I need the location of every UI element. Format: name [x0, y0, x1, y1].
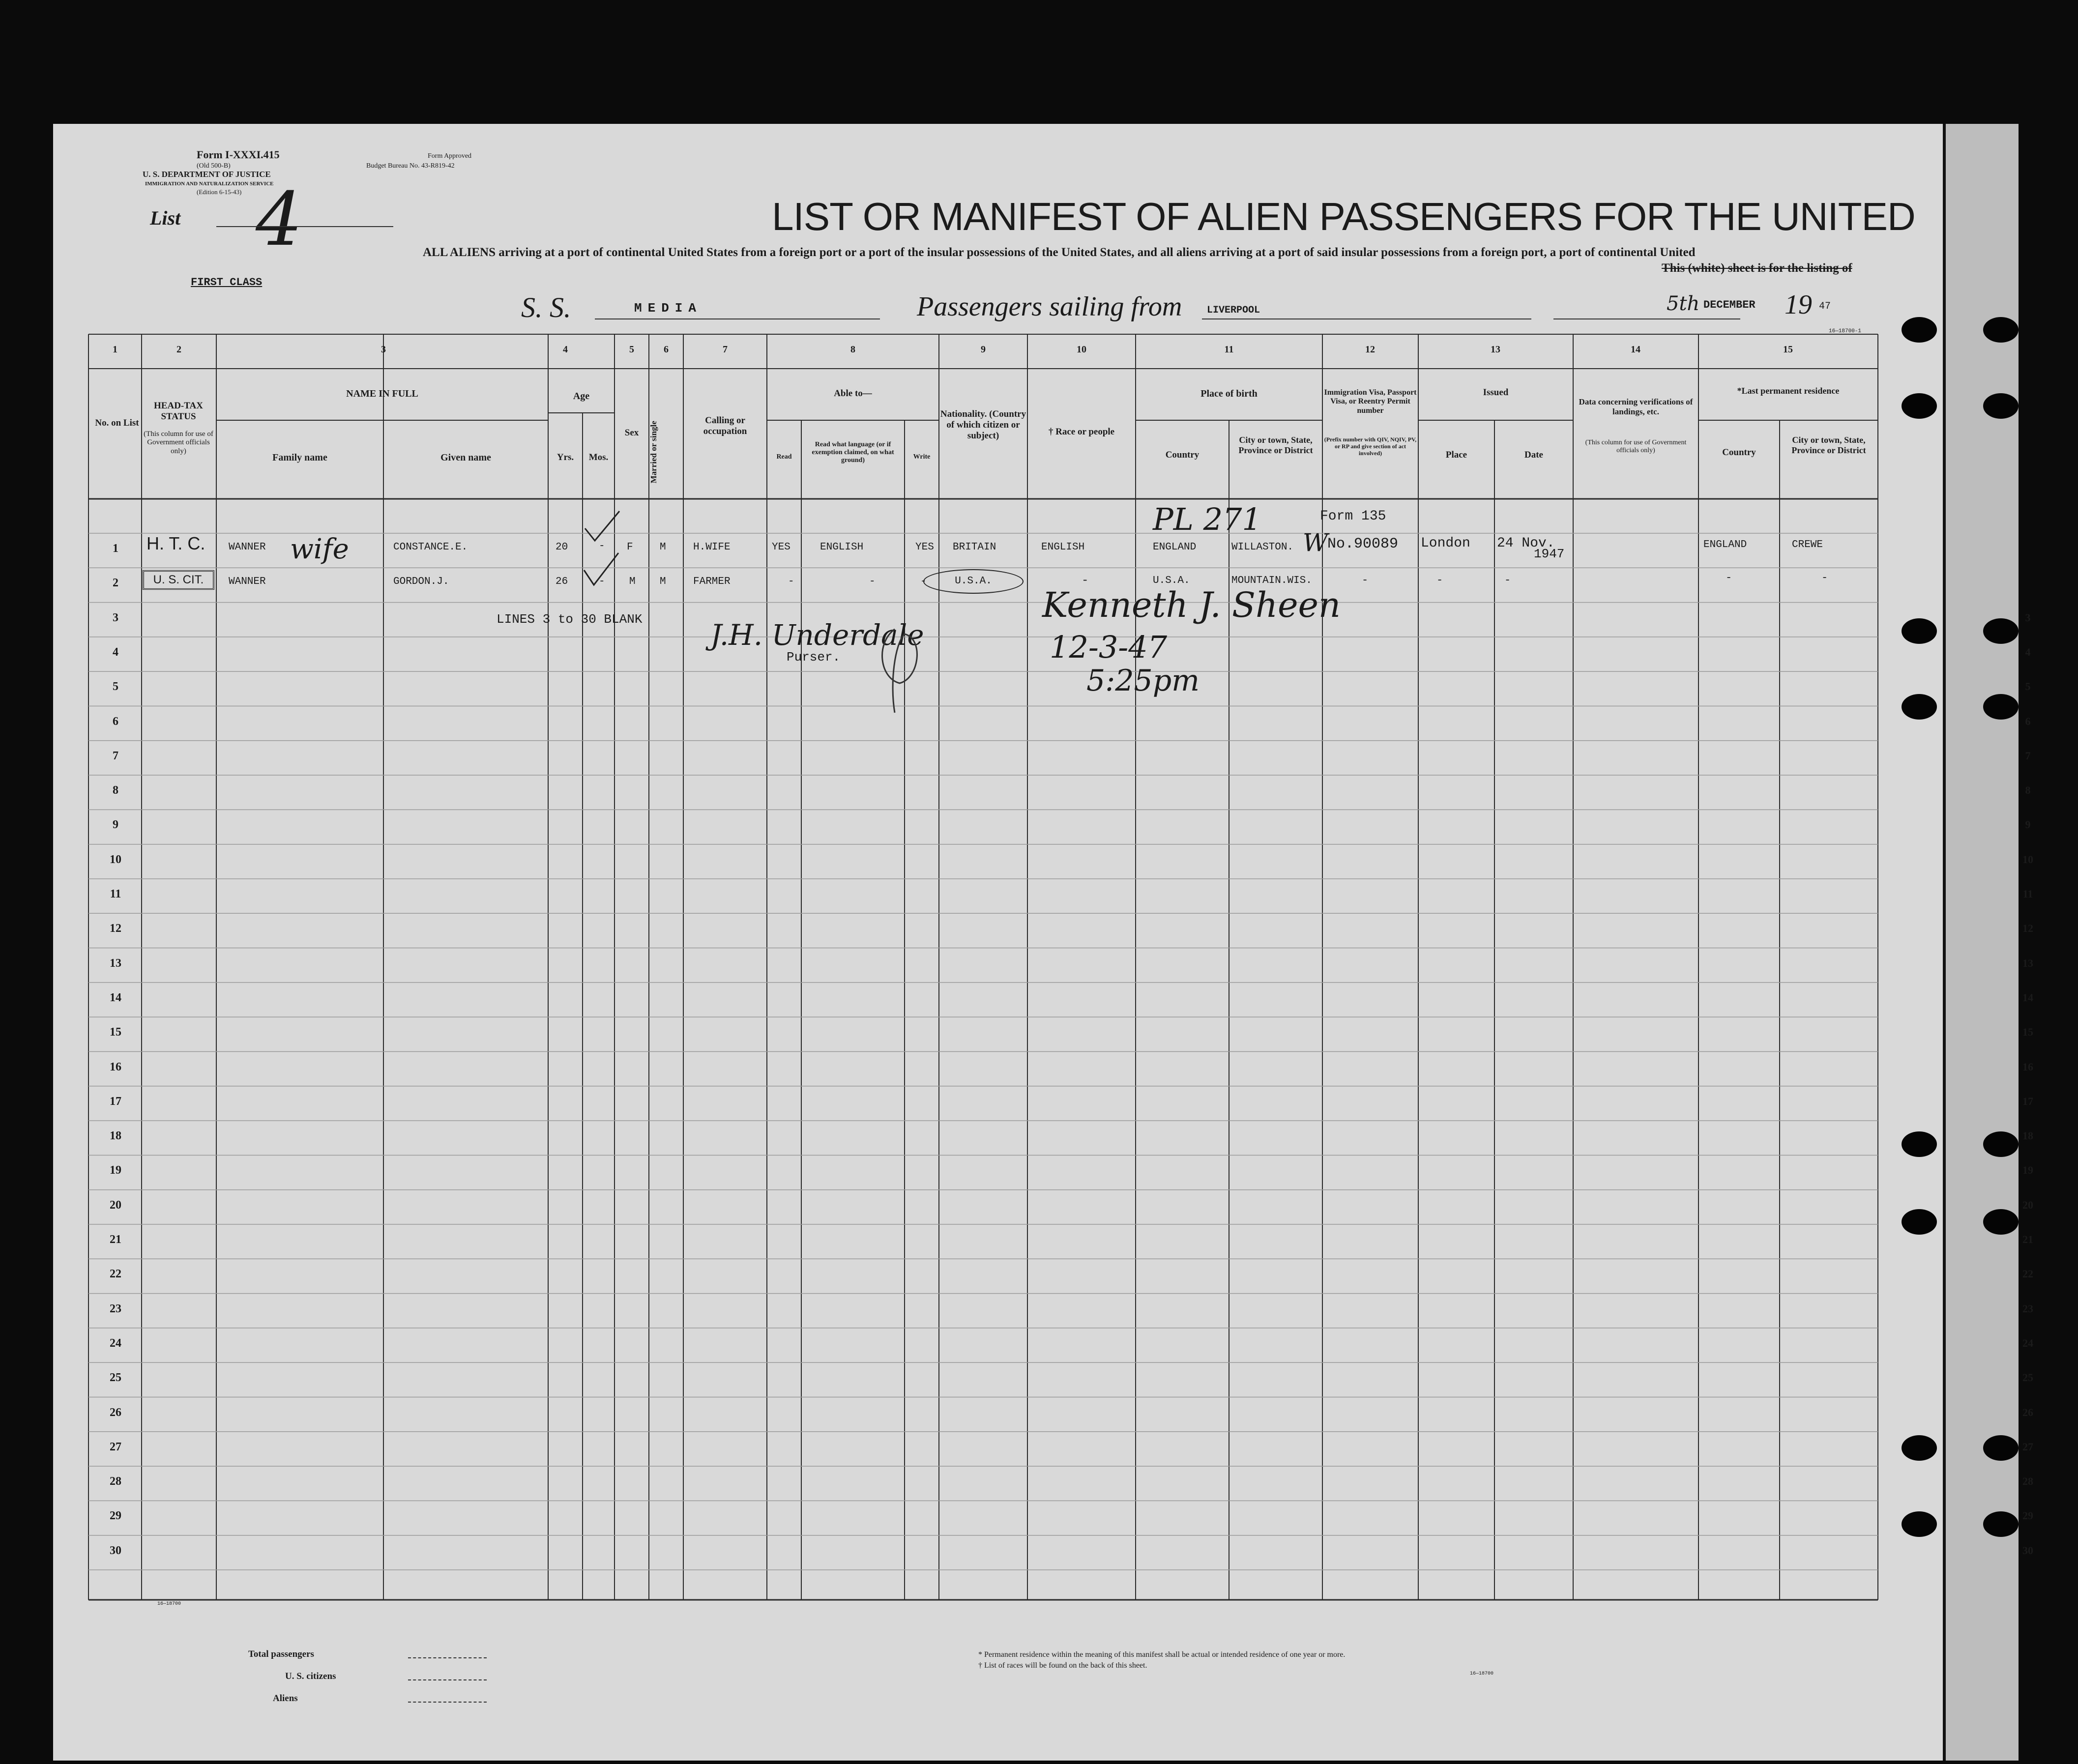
line-number: 27 [110, 1440, 121, 1453]
punch-hole [1983, 317, 2019, 343]
punch-hole [1983, 618, 2019, 644]
punch-hole [1902, 1435, 1937, 1461]
row1-visa: No.90089 [1327, 536, 1399, 552]
column-number: 5 [629, 344, 634, 355]
row2-res-country: - [1726, 572, 1732, 584]
punch-hole [1902, 1209, 1937, 1235]
next-sheet-line-number: 3 [2025, 611, 2031, 624]
punch-hole [1983, 1131, 2019, 1157]
footer-us-citizens: U. S. citizens [285, 1671, 336, 1681]
line-number: 4 [113, 645, 118, 659]
row1-issue-date: 24 Nov. [1497, 536, 1555, 551]
line-number: 29 [110, 1509, 121, 1523]
row2-res-city: - [1821, 572, 1828, 584]
row1-birth-city: WILLASTON. [1231, 542, 1294, 553]
row2-status: U. S. CIT. [143, 570, 214, 590]
column-number: 11 [1224, 344, 1234, 355]
next-sheet-line-number: 26 [2022, 1406, 2033, 1418]
header-issued: Issued [1483, 387, 1509, 398]
footer-aliens: Aliens [273, 1693, 298, 1704]
row2-yrs: 26 [556, 576, 568, 587]
line-number: 19 [110, 1164, 121, 1177]
row2-read: - [788, 576, 794, 587]
next-sheet-line-number: 13 [2022, 956, 2033, 969]
header-head-tax: HEAD-TAX STATUS [154, 401, 203, 422]
line-number: 3 [113, 611, 118, 624]
column-number: 4 [563, 344, 568, 355]
punch-hole [1983, 1511, 2019, 1537]
row1-calling: H.WIFE [693, 542, 731, 553]
header-res-city: City or town, State, Province or District [1791, 435, 1866, 455]
header-visa: Immigration Visa, Passport Visa, or Reentry Permit number [1324, 388, 1417, 415]
sailing-day: 5th [1667, 292, 1700, 315]
service: IMMIGRATION AND NATURALIZATION SERVICE [145, 181, 274, 187]
row2-birth-country: U.S.A. [1153, 575, 1190, 586]
next-sheet-line-number: 25 [2022, 1371, 2033, 1384]
punch-hole [1902, 1511, 1937, 1537]
header-family-name: Family name [272, 452, 327, 463]
purser-initial-flourish [865, 624, 934, 718]
column-number: 12 [1365, 344, 1375, 355]
column-number: 6 [664, 344, 669, 355]
next-sheet-line-number: 20 [2022, 1198, 2033, 1211]
footer-us-blank [408, 1679, 487, 1680]
next-sheet-line-number: 17 [2022, 1095, 2033, 1107]
pl-code-handwritten: PL 271 [1153, 501, 1261, 537]
header-able-to: Able to— [834, 388, 872, 399]
line-number: 9 [113, 818, 118, 832]
purser-label: Purser. [787, 650, 841, 665]
header-res-country: Country [1722, 447, 1756, 458]
punch-hole [1902, 317, 1937, 343]
form-number: Form I-XXXI.415 [197, 148, 280, 161]
next-sheet-line-number: 5 [2025, 680, 2031, 693]
row1-status: H. T. C. [146, 533, 205, 553]
line-number: 7 [113, 749, 118, 762]
row1-given-name: CONSTANCE.E. [393, 542, 468, 553]
punch-hole [1902, 694, 1937, 720]
row2-nationality: U.S.A. [923, 569, 1024, 594]
header-place-of-birth: Place of birth [1200, 388, 1258, 399]
footer-total-blank [408, 1657, 487, 1658]
class-label: FIRST CLASS [191, 276, 263, 289]
line-number: 24 [110, 1336, 121, 1350]
line-number: 16 [110, 1060, 121, 1073]
header-given-name: Given name [440, 452, 491, 463]
issue-year: 1947 [1534, 547, 1565, 561]
footer-note-residence: * Permanent residence within the meaning of this manifest shall be actual or intended residence of one year or more. [978, 1650, 1346, 1659]
department: U. S. DEPARTMENT OF JUSTICE [143, 170, 271, 179]
header-yrs: Yrs. [556, 452, 574, 463]
next-sheet-line-number: 12 [2022, 922, 2033, 935]
form-approved: Form Approved [428, 152, 472, 160]
header-name-in-full: NAME IN FULL [346, 388, 418, 399]
budget-number: Budget Bureau No. 43-R819-42 [366, 162, 455, 170]
row1-write: YES [915, 542, 934, 553]
row2-visa: - [1362, 574, 1369, 586]
header-birth-country: Country [1165, 450, 1200, 460]
next-sheet-line-number: 24 [2022, 1336, 2033, 1349]
next-sheet-line-number: 28 [2022, 1475, 2033, 1488]
row1-marital: M [660, 542, 666, 553]
header-last-residence: *Last permanent residence [1737, 386, 1840, 396]
next-sheet-line-number: 16 [2022, 1060, 2033, 1073]
next-sheet-line-number: 27 [2022, 1440, 2033, 1453]
row2-write: - [920, 576, 927, 587]
punch-hole [1983, 393, 2019, 419]
next-sheet-line-number: 10 [2022, 853, 2033, 866]
line-number: 13 [110, 956, 121, 970]
wife-note-handwritten: wife [290, 533, 349, 565]
line-number: 15 [110, 1026, 121, 1039]
inspector-signature: Kenneth J. Sheen [1042, 585, 1341, 625]
next-sheet-line-number: 29 [2022, 1509, 2033, 1522]
form-code: 16—18700-1 [1829, 328, 1862, 334]
row2-race: - [1082, 574, 1089, 587]
purser-signature: J.H. Underdale [710, 618, 924, 652]
line-number: 20 [110, 1198, 121, 1212]
year-prefix: 19 [1785, 289, 1812, 320]
next-sheet-line-number: 11 [2022, 888, 2033, 900]
lines-blank-note: LINES 3 to 30 BLANK [497, 612, 643, 627]
row1-birth-country: ENGLAND [1153, 542, 1197, 553]
row1-mos: - [599, 541, 605, 552]
next-sheet-line-number: 22 [2022, 1268, 2033, 1280]
inspector-date: 12-3-47 [1050, 629, 1168, 665]
visa-mark-handwritten: W [1303, 528, 1328, 557]
next-sheet-line-number: 19 [2022, 1164, 2033, 1177]
header-write: Write [913, 453, 931, 461]
line-number: 25 [110, 1371, 121, 1385]
row2-issue-place: - [1436, 574, 1443, 586]
next-sheet-line-number: 4 [2025, 645, 2031, 658]
next-sheet-line-number: 14 [2022, 991, 2033, 1004]
row1-issue-place: London [1421, 536, 1470, 551]
header-issued-place: Place [1445, 450, 1467, 460]
list-label: List [150, 207, 181, 229]
header-visa-note: (Prefix number with QIV, NQIV, PV, or RP and give section of act involved) [1324, 436, 1417, 457]
row2-issue-date: - [1504, 574, 1511, 586]
form-135-note: Form 135 [1320, 509, 1386, 524]
header-birth-city: City or town, State, Province or District [1238, 435, 1313, 455]
header-sex: Sex [624, 428, 639, 438]
line-number: 17 [110, 1095, 121, 1108]
row1-race: ENGLISH [1041, 542, 1085, 553]
row1-sex: F [627, 542, 633, 553]
column-number: 3 [381, 344, 386, 355]
next-sheet-line-number: 7 [2025, 749, 2031, 762]
port-name: LIVERPOOL [1207, 305, 1260, 316]
sailing-month: DECEMBER [1703, 299, 1756, 311]
year-suffix: 47 [1819, 301, 1831, 312]
line-number: 23 [110, 1302, 121, 1315]
footer-code: 16—18700 [1470, 1671, 1494, 1677]
row2-marital: M [660, 576, 666, 587]
line-number: 26 [110, 1406, 121, 1419]
line-number: 2 [113, 577, 118, 590]
column-number: 10 [1077, 344, 1086, 355]
row1-yrs: 20 [556, 542, 568, 553]
subtitle: ALL ALIENS arriving at a port of continental United States from a foreign port or a port of the insular possessions of the United States, and all aliens arriving at a port of said insular possessions from a foreign port, a port of continental United [423, 246, 1696, 259]
row2-calling: FARMER [693, 576, 731, 587]
punch-hole [1902, 618, 1937, 644]
header-read: Read [776, 453, 792, 461]
punch-hole [1983, 1209, 2019, 1235]
column-number: 15 [1783, 344, 1793, 355]
line-number: 6 [113, 715, 118, 728]
header-married: Married or single [649, 421, 659, 484]
line-number: 18 [110, 1129, 121, 1143]
column-number: 13 [1491, 344, 1500, 355]
punch-hole [1902, 393, 1937, 419]
column-number: 8 [850, 344, 855, 355]
header-issued-date: Date [1524, 450, 1543, 460]
punch-hole [1983, 694, 2019, 720]
line-number: 22 [110, 1268, 121, 1281]
header-no-on-list: No. on List [95, 418, 139, 428]
header-nationality: Nationality. (Country of which citizen or subject) [940, 409, 1026, 441]
punch-hole [1983, 1435, 2019, 1461]
line-number: 5 [113, 680, 118, 694]
row2-given-name: GORDON.J. [393, 576, 449, 587]
edition: (Edition 6-15-43) [197, 188, 242, 196]
line-number: 30 [110, 1544, 121, 1557]
column-number: 9 [981, 344, 986, 355]
footer-code-left: 16—18700 [157, 1601, 181, 1607]
header-calling: Calling or occupation [703, 415, 747, 436]
line-number: 11 [110, 888, 121, 900]
next-sheet-line-number: 23 [2022, 1302, 2033, 1315]
row1-res-country: ENGLAND [1703, 539, 1747, 550]
line-number: 28 [110, 1475, 121, 1488]
next-sheet-line-number: 15 [2022, 1026, 2033, 1039]
punch-hole [1902, 1131, 1937, 1157]
footer-note-races: † List of races will be found on the back of this sheet. [978, 1661, 1147, 1670]
header-age: Age [573, 391, 590, 402]
header-head-tax-note: (This column for use of Government officials only) [144, 430, 213, 455]
sailing-label: Passengers sailing from [917, 291, 1182, 322]
ss-label: S. S. [521, 291, 571, 323]
row1-nationality: BRITAIN [953, 542, 996, 553]
form-sub: (Old 500-B) [197, 162, 231, 170]
next-sheet-line-number: 21 [2022, 1233, 2033, 1245]
row1-language: ENGLISH [820, 542, 864, 553]
column-number: 14 [1631, 344, 1640, 355]
header-data-note: (This column for use of Government officials only) [1585, 439, 1687, 455]
header-read-what: Read what language (or if exemption claimed, on what ground) [812, 441, 894, 464]
row1-res-city: CREWE [1792, 539, 1823, 550]
line-number: 14 [110, 991, 121, 1004]
line-number: 1 [113, 542, 118, 555]
next-sheet-line-number: 30 [2022, 1544, 2033, 1557]
subtitle-continued: This (white) sheet is for the listing of [1662, 261, 1852, 275]
header-mos: Mos. [588, 452, 609, 463]
next-sheet-line-number: 8 [2025, 784, 2031, 797]
line-number: 21 [110, 1233, 121, 1246]
line-number: 12 [110, 922, 121, 935]
ship-name: MEDIA [634, 301, 702, 316]
row1-family-name: WANNER [229, 542, 266, 553]
row2-family-name: WANNER [229, 576, 266, 587]
row2-sex: M [629, 576, 636, 587]
column-number: 7 [723, 344, 728, 355]
row2-mos: - [599, 576, 605, 587]
header-data-concerning: Data concerning verifications of landings, etc. [1579, 397, 1693, 416]
column-number: 2 [176, 344, 181, 355]
inspector-time: 5:25pm [1086, 664, 1200, 698]
page-title: LIST OR MANIFEST OF ALIEN PASSENGERS FOR THE UNITED [772, 195, 1915, 238]
list-number: 4 [256, 177, 303, 262]
header-race: † Race or people [1048, 427, 1115, 437]
footer-total-passengers: Total passengers [248, 1649, 314, 1659]
line-number: 8 [113, 784, 118, 797]
row2-language: - [869, 576, 876, 587]
next-sheet-line-number: 18 [2022, 1129, 2033, 1142]
row1-read: YES [772, 542, 790, 553]
next-sheet-line-number: 9 [2025, 818, 2031, 831]
footer-aliens-blank [408, 1702, 487, 1703]
check-marks [580, 506, 624, 590]
row2-birth-city: MOUNTAIN.WIS. [1231, 575, 1312, 586]
column-number: 1 [113, 344, 117, 355]
next-sheet-line-number: 6 [2025, 715, 2031, 727]
line-number: 10 [110, 853, 121, 866]
